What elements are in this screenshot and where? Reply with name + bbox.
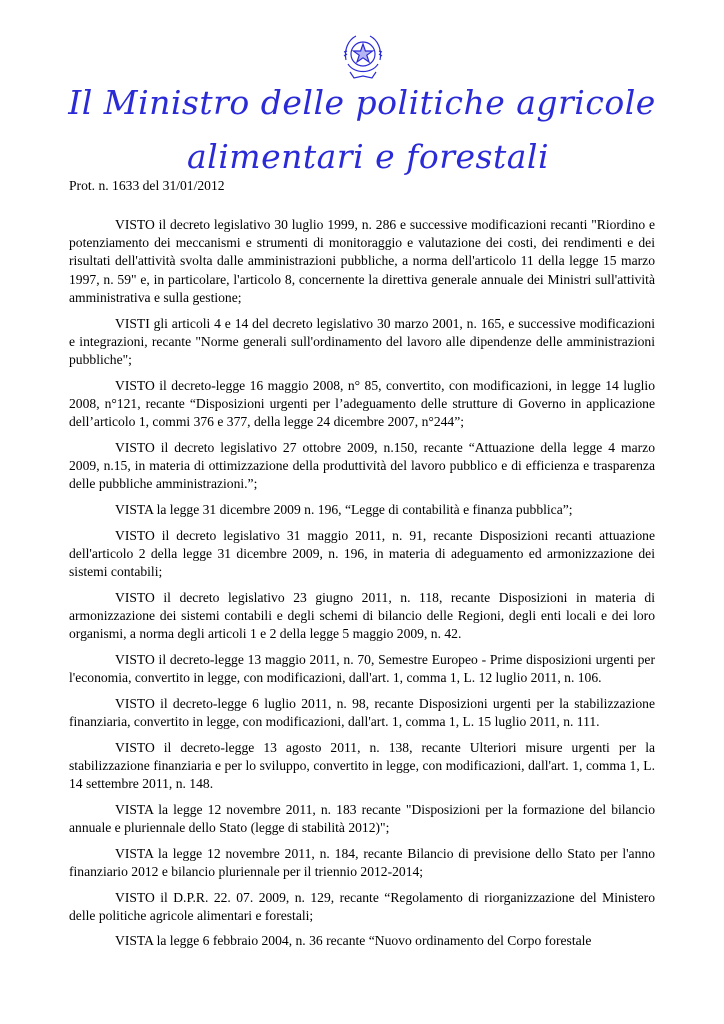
paragraph: VISTO il decreto legislativo 27 ottobre 2009, n.150, recante “Attuazione della legge 4 marzo 2009, n.15, in materia di ottimizzazione della produttività del lavoro pubblico e di efficienza e trasparenza delle pubbliche amministrazioni.”; <box>69 439 655 492</box>
paragraph: VISTA la legge 12 novembre 2011, n. 183 recante "Disposizioni per la formazione del bilancio annuale e pluriennale dello Stato (legge di stabilità 2012)"; <box>69 801 655 835</box>
paragraph: VISTO il D.P.R. 22. 07. 2009, n. 129, recante “Regolamento di riorganizzazione del Ministero delle politiche agricole alimentari e forestali; <box>69 889 655 923</box>
paragraph: VISTO il decreto-legge 13 agosto 2011, n. 138, recante Ulteriori misure urgenti per la stabilizzazione finanziaria e per lo sviluppo, convertito in legge, con modificazioni, dall'art. 1, comma 1, L. 14 settembre 2011, n. 148. <box>69 739 655 791</box>
paragraph: VISTA la legge 12 novembre 2011, n. 184, recante Bilancio di previsione dello Stato per l'anno finanziario 2012 e bilancio pluriennale per il triennio 2012-2014; <box>69 845 655 879</box>
document-body <box>69 216 655 958</box>
protocol-number: Prot. n. 1633 del 31/01/2012 <box>69 178 225 193</box>
paragraph: VISTO il decreto legislativo 30 luglio 1999, n. 286 e successive modificazioni recanti "Riordino e potenziamento dei meccanismi e strumenti di monitoraggio e valutazione dei costi, dei rendimenti e dei risultati dell'attività svolta dalle amministrazioni pubbliche, a norma dell'articolo 11 della legge 15 marzo 1997, n. 59" e, in particolare, l'articolo 8, concernente la direttiva generale annuale dei Ministri sull'attività amministrativa e sulla gestione; <box>69 217 655 305</box>
ministry-title-line-2: alimentari e forestali <box>187 137 549 176</box>
paragraph: VISTO il decreto legislativo 23 giugno 2011, n. 118, recante Disposizioni in materia di armonizzazione dei sistemi contabili e degli schemi di bilancio delle Regioni, degli enti locali e dei loro organismi, a norma degli articoli 1 e 2 della legge 5 maggio 2009, n. 42. <box>69 589 655 642</box>
paragraph: VISTO il decreto legislativo 31 maggio 2011, n. 91, recante Disposizioni recanti attuazione dell'articolo 2 della legge 31 dicembre 2009, n. 196, in materia di adeguamento ed armonizzazione dei sistemi contabili; <box>69 527 655 579</box>
paragraph: VISTO il decreto-legge 13 maggio 2011, n. 70, Semestre Europeo - Prime disposizioni urgenti per l'economia, convertito in legge, con modificazioni, dall'art. 1, comma 1, L. 12 luglio 2011, n. 106. <box>69 651 655 685</box>
ministry-title-line-1: Il Ministro delle politiche agricole <box>68 83 656 122</box>
paragraph: VISTA la legge 31 dicembre 2009 n. 196, “Legge di contabilità e finanza pubblica”; <box>115 501 573 517</box>
italian-republic-emblem-icon <box>340 30 386 82</box>
paragraph: VISTA la legge 6 febbraio 2004, n. 36 recante “Nuovo ordinamento del Corpo forestale <box>115 933 592 949</box>
paragraph: VISTO il decreto-legge 16 maggio 2008, n° 85, convertito, con modificazioni, in legge 14 luglio 2008, n°121, recante “Disposizioni urgenti per l’adeguamento delle strutture di Governo in applicazione dell’articolo 1, commi 376 e 377, della legge 24 dicembre 2007, n°244”; <box>69 377 655 430</box>
paragraph: VISTO il decreto-legge 6 luglio 2011, n. 98, recante Disposizioni urgenti per la stabilizzazione finanziaria, convertito in legge, con modificazioni, dall'art. 1, comma 1, L. 15 luglio 2011, n. 111. <box>69 695 655 729</box>
paragraph: VISTI gli articoli 4 e 14 del decreto legislativo 30 marzo 2001, n. 165, e successive modificazioni e integrazioni, recante "Norme generali sull'ordinamento del lavoro alle dipendenze delle amministrazioni pubbliche"; <box>69 315 655 367</box>
